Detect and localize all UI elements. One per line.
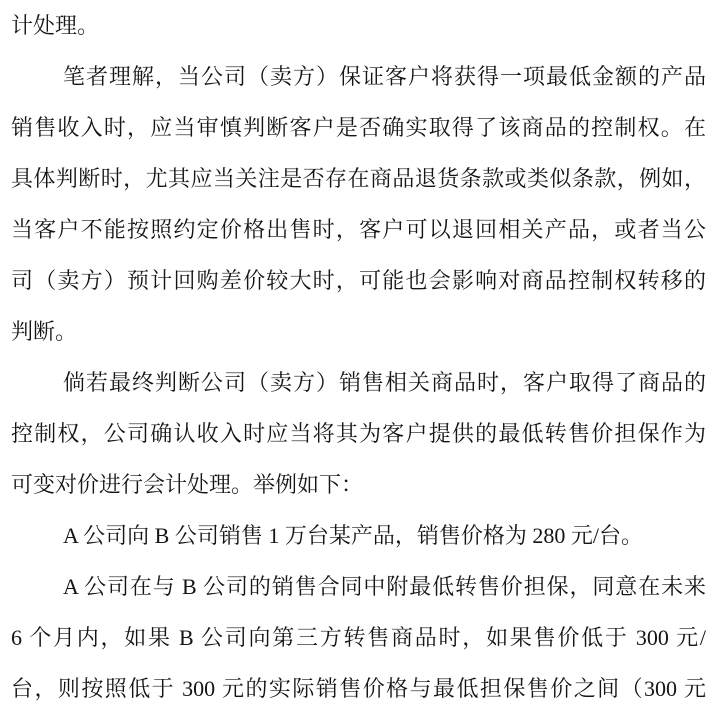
text-line: 可变对价进行会计处理。举例如下： (11, 472, 364, 497)
text-line: 控制权，公司确认收入时应当将其为客户提供的最低转售价担保作为 (11, 421, 706, 446)
text-line: 销售收入时，应当审慎判断客户是否确实取得了该商品的控制权。在 (11, 115, 706, 140)
text-line: 当客户不能按照约定价格出售时，客户可以退回相关产品，或者当公 (11, 217, 706, 242)
text-line: 6 个月内，如果 B 公司向第三方转售商品时，如果售价低于 300 元/ (11, 625, 706, 650)
text-line: 司（卖方）预计回购差价较大时，可能也会影响对商品控制权转移的 (11, 268, 706, 293)
text-line: A 公司向 B 公司销售 1 万台某产品，销售价格为 280 元/台。 (63, 523, 643, 548)
text-line: 具体判断时，尤其应当关注是否存在商品退货条款或类似条款，例如， (11, 166, 706, 191)
text-line: 计处理。 (11, 13, 100, 38)
text-line: 倘若最终判断公司（卖方）销售相关商品时，客户取得了商品的 (63, 370, 706, 395)
text-line: 判断。 (11, 319, 78, 344)
text-line: A 公司在与 B 公司的销售合同中附最低转售价担保，同意在未来 (63, 574, 706, 599)
text-line: 台，则按照低于 300 元的实际销售价格与最低担保售价之间（300 元 (11, 676, 706, 701)
text-line: 笔者理解，当公司（卖方）保证客户将获得一项最低金额的产品 (63, 64, 706, 89)
